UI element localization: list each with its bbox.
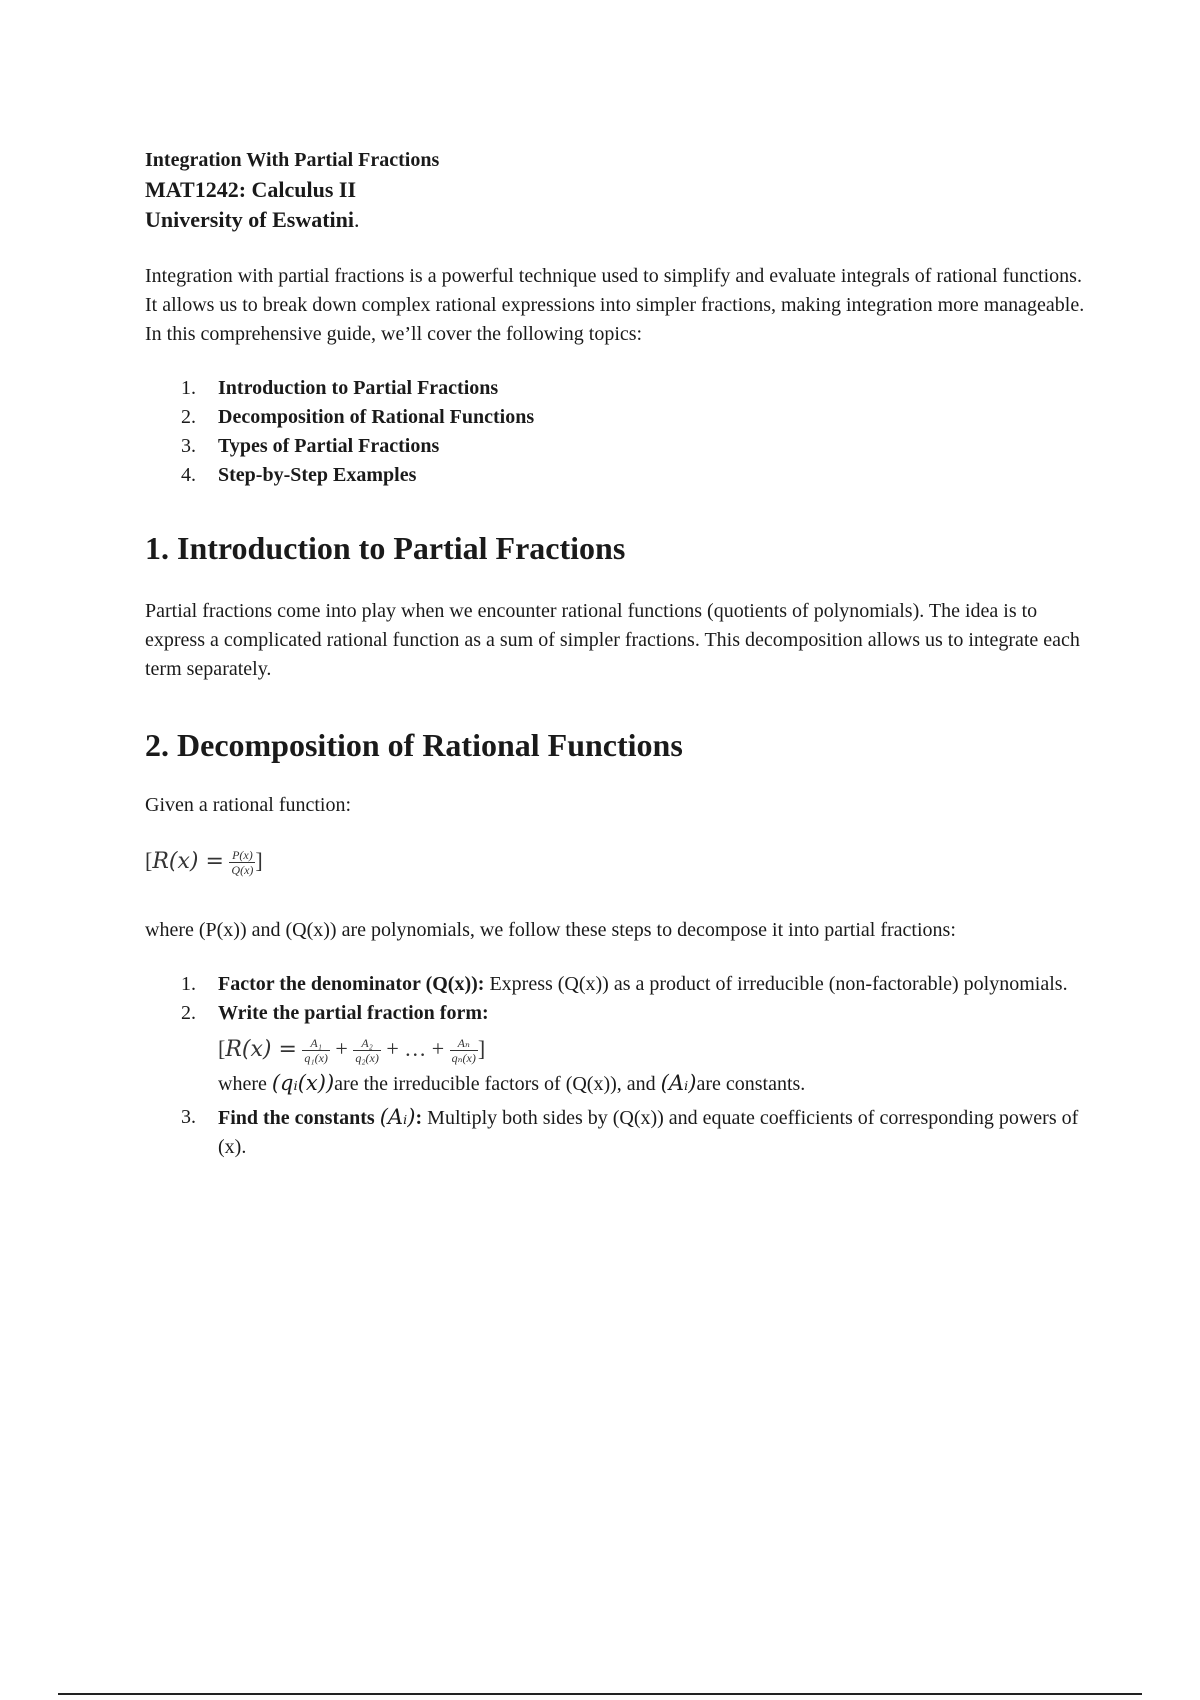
where-pre: where (218, 1073, 272, 1095)
step-number: 1. (181, 973, 196, 995)
document-header (145, 145, 439, 235)
step-number: 2. (181, 1002, 196, 1024)
term3-denominator: qₙ(x) (451, 1050, 476, 1065)
list-number: 3. (181, 435, 196, 457)
list-label: Types of Partial Fractions (218, 435, 440, 457)
term2-denominator: q₂(x) (355, 1050, 379, 1065)
formula-close-bracket: ] (477, 1036, 486, 1061)
step-title: Write the partial fraction form: (218, 1002, 489, 1024)
step-title: Find the constants (218, 1107, 380, 1129)
step-text: Express (Q(x)) as a product of irreducible (non-factorable) polynomials. (484, 973, 1068, 995)
step2-where-line (218, 1069, 1105, 1099)
list-item (145, 970, 1105, 999)
fraction-numerator: P(x) (229, 849, 255, 863)
step-text: Multiply both sides by (Q(x)) and equate coefficients of corresponding powers of (x). (218, 1107, 1079, 1158)
formula-fraction (229, 849, 255, 877)
university-dot: . (354, 207, 360, 232)
section1-heading: 1. Introduction to Partial Fractions (145, 530, 626, 566)
formula-close-bracket: ] (255, 848, 263, 873)
formula-open-bracket: [ (218, 1036, 226, 1061)
list-item (145, 403, 534, 432)
term1-denominator: q₁(x) (304, 1050, 328, 1065)
plus-sign: + (335, 1036, 348, 1061)
footer-divider (58, 1693, 1142, 1695)
a-symbol: (Aᵢ) (660, 1071, 697, 1095)
list-number: 4. (181, 464, 196, 486)
list-number: 2. (181, 406, 196, 428)
step-title-colon: : (415, 1107, 423, 1129)
section2-heading: 2. Decomposition of Rational Functions (145, 727, 683, 763)
formula-lhs: R(x) = (225, 1037, 297, 1062)
term2-fraction (353, 1037, 381, 1065)
given-text: Given a rational function: (145, 794, 352, 816)
where-mid: are the irreducible factors of (Q(x)), and (334, 1073, 661, 1095)
term1-fraction (302, 1037, 330, 1065)
formula-lhs: R(x) = (152, 849, 224, 874)
list-item (145, 432, 534, 461)
term2-numerator: A₂ (353, 1037, 381, 1051)
list-label: Step-by-Step Examples (218, 464, 417, 486)
course-name: MAT1242: Calculus II (145, 177, 357, 202)
step-number: 3. (181, 1106, 196, 1128)
intro-paragraph: Integration with partial fractions is a powerful technique used to simplify and evaluate integrals of rational functions. It allows us to break down complex rational expressions into simpler fractions, making integration more manageable. In this comprehensive guide, we’ll cover the following topics: (145, 265, 1085, 345)
list-label: Introduction to Partial Fractions (218, 377, 499, 399)
section1-body: Partial fractions come into play when we encounter rational functions (quotients of polynomials). The idea is to express a complicated rational function as a sum of simpler fractions. This decomposition allows us to integrate each term separately. (145, 600, 1080, 680)
list-number: 1. (181, 377, 196, 399)
rational-function-formula (145, 848, 263, 877)
decomposition-steps (145, 970, 1105, 1162)
list-item (145, 999, 1105, 1099)
where-paragraph: where (P(x)) and (Q(x)) are polynomials, we follow these steps to decompose it into partial fractions: (145, 919, 956, 941)
formula-open-bracket: [ (145, 848, 153, 873)
where-post: are constants. (696, 1073, 806, 1095)
list-item (145, 1103, 1105, 1162)
university-name (145, 205, 439, 235)
list-item (145, 374, 534, 403)
topics-list (145, 374, 534, 490)
list-label: Decomposition of Rational Functions (218, 406, 535, 428)
ellipsis-plus: + … + (386, 1036, 445, 1061)
q-symbol: (qᵢ(x)) (271, 1071, 335, 1095)
university-label: University of Eswatini (145, 207, 354, 232)
term1-numerator: A₁ (302, 1037, 330, 1051)
term3-fraction (450, 1037, 478, 1065)
document-title: Integration With Partial Fractions (145, 149, 440, 171)
list-item (145, 461, 534, 490)
term3-numerator: Aₙ (450, 1037, 478, 1051)
step-title: Factor the denominator (Q(x)): (218, 973, 485, 995)
a-symbol: (Aᵢ) (379, 1105, 416, 1129)
fraction-denominator: Q(x) (231, 862, 254, 877)
partial-fraction-formula (218, 1030, 1105, 1069)
